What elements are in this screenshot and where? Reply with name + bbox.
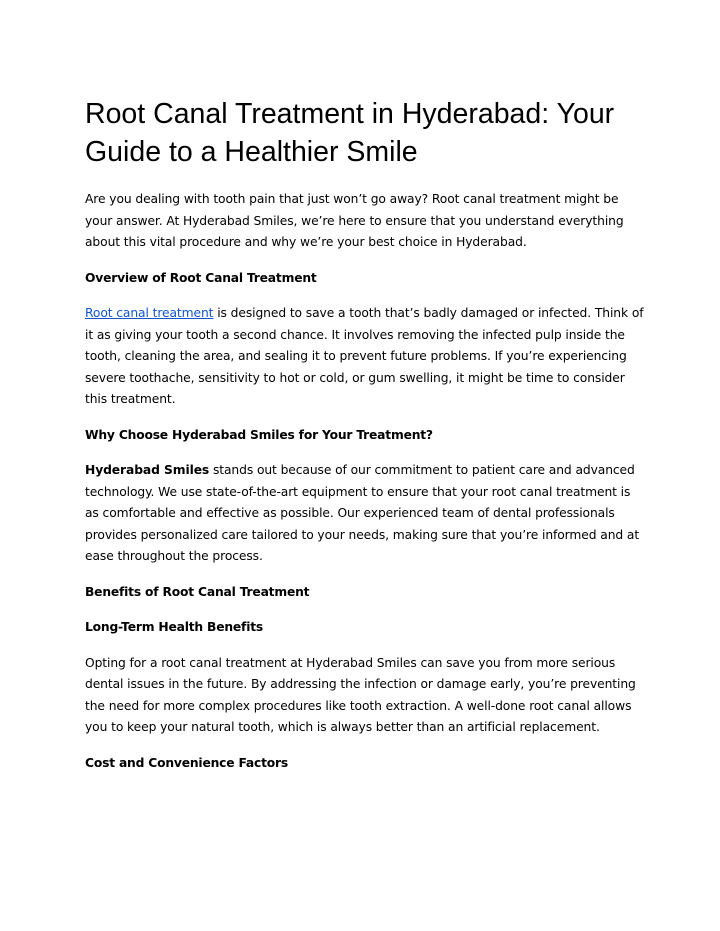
why-choose-text: stands out because of our commitment to patient care and advanced technology. We use state-of-the-art equipment to ensure that your root canal treatment is as comfortable and effective as possible. Our experienced team of dental professionals provides personalized care tailored to your needs, making sure that you’re informed and at ease throughout the process. — [85, 463, 640, 563]
long-term-heading: Long-Term Health Benefits — [85, 620, 264, 634]
overview-paragraph — [85, 303, 645, 411]
root-canal-treatment-link[interactable]: Root canal treatment — [85, 306, 214, 320]
intro-paragraph: Are you dealing with tooth pain that just won’t go away? Root canal treatment might be your answer. At Hyderabad Smiles, we’re here to ensure that you understand everything about this vital procedure and why we’re your best choice in Hyderabad. — [85, 192, 624, 249]
long-term-paragraph: Opting for a root canal treatment at Hyderabad Smiles can save you from more serious dental issues in the future. By addressing the infection or damage early, you’re preventing the need for more complex procedures like tooth extraction. A well-done root canal allows you to keep your natural tooth, which is always better than an artificial replacement. — [85, 655, 636, 734]
hyderabad-smiles-bold: Hyderabad Smiles — [85, 463, 210, 477]
page-title: Root Canal Treatment in Hyderabad: Your Guide to a Healthier Smile — [85, 98, 615, 168]
overview-text: is designed to save a tooth that’s badly damaged or infected. Think of it as giving your tooth a second chance. It involves removing the infected pulp inside the tooth, cleaning the area, and sealing it to prevent future problems. If you’re experiencing severe toothache, sensitivity to hot or cold, or gum swelling, it might be time to consider this treatment. — [85, 306, 644, 406]
why-choose-paragraph — [85, 460, 645, 568]
cost-heading: Cost and Convenience Factors — [85, 755, 289, 770]
why-choose-heading: Why Choose Hyderabad Smiles for Your Treatment? — [85, 427, 433, 442]
benefits-heading: Benefits of Root Canal Treatment — [85, 584, 310, 599]
document-page — [85, 95, 645, 788]
overview-heading: Overview of Root Canal Treatment — [85, 270, 317, 285]
